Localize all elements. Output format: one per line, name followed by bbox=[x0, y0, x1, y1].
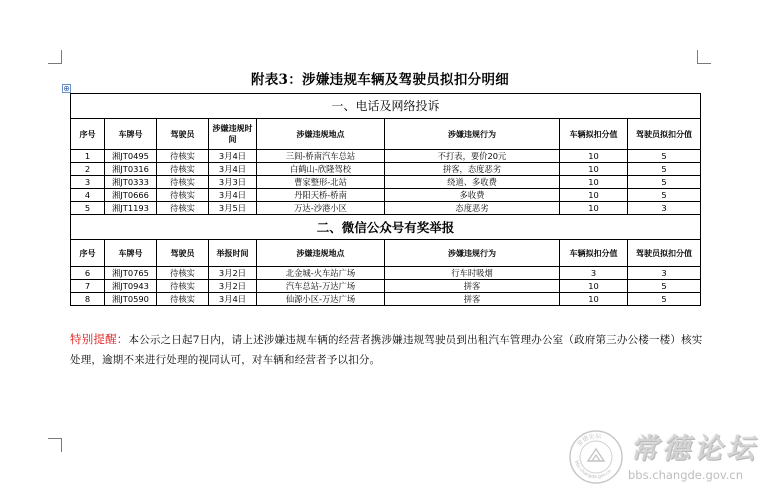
document-title: 附表3：涉嫌违规车辆及驾驶员拟扣分明细 bbox=[250, 72, 510, 88]
table-cell: 5 bbox=[628, 280, 701, 293]
table-cell: 2 bbox=[71, 163, 105, 176]
table-cell: 10 bbox=[560, 163, 628, 176]
table-cell: 5 bbox=[628, 293, 701, 306]
table-cell: 5 bbox=[628, 163, 701, 176]
table-cell: 5 bbox=[628, 150, 701, 163]
notice-text: 本公示之日起7日内，请上述涉嫌违规车辆的经营者携涉嫌违规驾驶员到出租汽车管理办公室（政府第三办公楼一楼）核实处理，逾期不来进行处理的视同认可，对车辆和经营者予以扣分。 bbox=[70, 334, 703, 366]
column-header: 涉嫌违规行为 bbox=[385, 119, 560, 150]
table-cell: 8 bbox=[71, 293, 105, 306]
crop-mark-top-left bbox=[48, 50, 62, 64]
table-cell: 3 bbox=[560, 267, 628, 280]
table-cell: 5 bbox=[628, 176, 701, 189]
table-cell: 湘JT0495 bbox=[105, 150, 157, 163]
table-cell: 10 bbox=[560, 189, 628, 202]
table-row bbox=[71, 163, 701, 176]
forum-watermark bbox=[568, 425, 759, 489]
table-cell: 白鹤山-欣隆驾校 bbox=[257, 163, 385, 176]
table-cell: 万达-沙港小区 bbox=[257, 202, 385, 215]
table-cell: 绕道、多收费 bbox=[385, 176, 560, 189]
column-header: 驾驶员拟扣分值 bbox=[628, 119, 701, 150]
column-header: 驾驶员拟扣分值 bbox=[628, 240, 701, 267]
column-header: 序号 bbox=[71, 119, 105, 150]
table-cell: 湘JT0590 bbox=[105, 293, 157, 306]
table-cell: 不打表，要价20元 bbox=[385, 150, 560, 163]
table-cell: 汽车总站-万达广场 bbox=[257, 280, 385, 293]
table-cell: 3月5日 bbox=[209, 202, 257, 215]
table-cell: 待核实 bbox=[157, 189, 209, 202]
table-cell: 丹阳天桥-桥南 bbox=[257, 189, 385, 202]
table-cell: 拼客 bbox=[385, 293, 560, 306]
table-cell: 待核实 bbox=[157, 293, 209, 306]
table-cell: 湘JT0333 bbox=[105, 176, 157, 189]
table-cell: 5 bbox=[628, 189, 701, 202]
column-header: 驾驶员 bbox=[157, 119, 209, 150]
table-cell: 3月3日 bbox=[209, 176, 257, 189]
column-header: 车牌号 bbox=[105, 240, 157, 267]
table-cell: 态度恶劣 bbox=[385, 202, 560, 215]
section-header-row bbox=[71, 215, 701, 240]
column-header: 涉嫌违规地点 bbox=[257, 240, 385, 267]
column-header: 车牌号 bbox=[105, 119, 157, 150]
table-cell: 3月4日 bbox=[209, 150, 257, 163]
table-row bbox=[71, 150, 701, 163]
table-cell: 3月4日 bbox=[209, 163, 257, 176]
column-header-row bbox=[71, 119, 701, 150]
table-cell: 待核实 bbox=[157, 176, 209, 189]
table-cell: 拼客，态度恶劣 bbox=[385, 163, 560, 176]
notice-label: 特别提醒： bbox=[70, 332, 129, 346]
table-cell: 10 bbox=[560, 150, 628, 163]
table-cell: 北金城-火车站广场 bbox=[257, 267, 385, 280]
table-cell: 3月4日 bbox=[209, 293, 257, 306]
table-cell: 3月2日 bbox=[209, 280, 257, 293]
table-cell: 10 bbox=[560, 202, 628, 215]
svg-text:常德论坛: 常德论坛 bbox=[576, 432, 602, 448]
table-row bbox=[71, 267, 701, 280]
table-cell: 4 bbox=[71, 189, 105, 202]
crop-mark-top-right bbox=[697, 50, 711, 64]
table-cell: 待核实 bbox=[157, 163, 209, 176]
table-row bbox=[71, 176, 701, 189]
table-cell: 行车时吸烟 bbox=[385, 267, 560, 280]
table-cell: 湘JT0666 bbox=[105, 189, 157, 202]
table-cell: 1 bbox=[71, 150, 105, 163]
table-cell: 仙源小区-万达广场 bbox=[257, 293, 385, 306]
table-cell: 5 bbox=[71, 202, 105, 215]
table-cell: 10 bbox=[560, 280, 628, 293]
table-cell: 10 bbox=[560, 176, 628, 189]
column-header: 涉嫌违规行为 bbox=[385, 240, 560, 267]
table-cell: 10 bbox=[560, 293, 628, 306]
column-header-row bbox=[71, 240, 701, 267]
table-cell: 3月4日 bbox=[209, 189, 257, 202]
table-cell: 待核实 bbox=[157, 150, 209, 163]
column-header: 举报时间 bbox=[209, 240, 257, 267]
table-cell: 3月2日 bbox=[209, 267, 257, 280]
violation-table bbox=[70, 93, 701, 306]
column-header: 车辆拟扣分值 bbox=[560, 119, 628, 150]
table-cell: 曹家整形-北站 bbox=[257, 176, 385, 189]
special-notice bbox=[70, 329, 710, 370]
table-cell: 待核实 bbox=[157, 202, 209, 215]
table-cell: 湘JT1193 bbox=[105, 202, 157, 215]
column-header: 涉嫌违规地点 bbox=[257, 119, 385, 150]
table-cell: 6 bbox=[71, 267, 105, 280]
table-cell: 待核实 bbox=[157, 267, 209, 280]
table-cell: 3 bbox=[628, 267, 701, 280]
column-header: 涉嫌违规时间 bbox=[209, 119, 257, 150]
table-cell: 湘JT0316 bbox=[105, 163, 157, 176]
table-move-handle-icon[interactable]: ⊕ bbox=[63, 84, 70, 93]
watermark-site-name: 常德论坛 bbox=[630, 432, 759, 465]
column-header: 驾驶员 bbox=[157, 240, 209, 267]
table-cell: 3 bbox=[628, 202, 701, 215]
table-row bbox=[71, 189, 701, 202]
section-header-row bbox=[71, 94, 701, 119]
svg-text:bbs.changde.gov.cn: bbs.changde.gov.cn bbox=[573, 460, 613, 481]
table-cell: 3 bbox=[71, 176, 105, 189]
table-row bbox=[71, 293, 701, 306]
table-cell: 三闾-桥南汽车总站 bbox=[257, 150, 385, 163]
section-title: 二、微信公众号有奖举报 bbox=[71, 215, 701, 240]
forum-seal-logo bbox=[568, 429, 624, 485]
column-header: 车辆拟扣分值 bbox=[560, 240, 628, 267]
section-title: 一、电话及网络投诉 bbox=[71, 94, 701, 119]
watermark-url: bbs.changde.gov.cn bbox=[628, 468, 744, 482]
table-cell: 湘JT0765 bbox=[105, 267, 157, 280]
table-cell: 7 bbox=[71, 280, 105, 293]
table-cell: 拼客 bbox=[385, 280, 560, 293]
table-row bbox=[71, 202, 701, 215]
column-header: 序号 bbox=[71, 240, 105, 267]
crop-mark-bottom-left bbox=[48, 438, 62, 452]
table-cell: 多收费 bbox=[385, 189, 560, 202]
table-cell: 湘JT0943 bbox=[105, 280, 157, 293]
table-row bbox=[71, 280, 701, 293]
table-cell: 待核实 bbox=[157, 280, 209, 293]
